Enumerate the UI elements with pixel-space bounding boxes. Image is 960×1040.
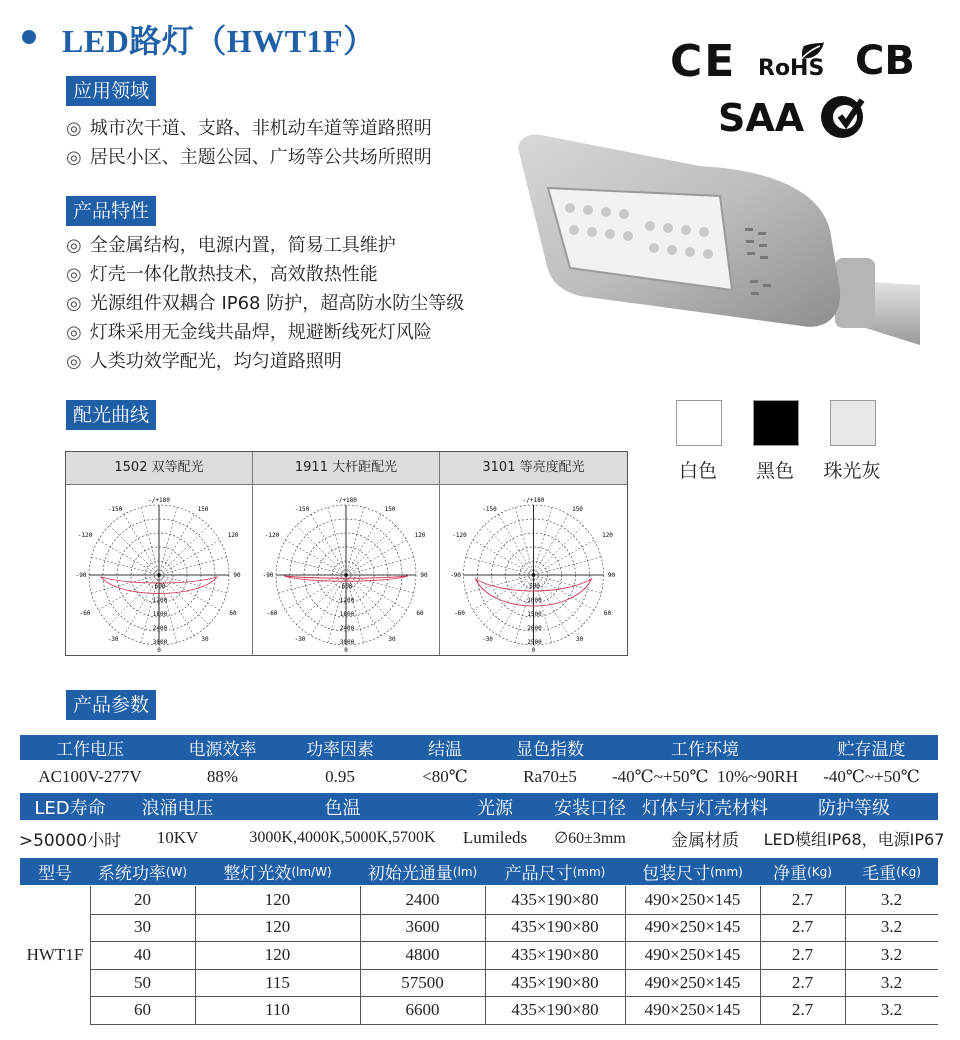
swatch-label-pearl-gray: 珠光灰	[823, 460, 881, 482]
table-cell: 490×250×145	[644, 917, 741, 937]
table-cell: 4800	[405, 944, 440, 964]
list-item: ◎ 全金属结构，电源内置，简易工具维护	[66, 235, 396, 256]
value-cell: Ra70±5	[523, 767, 577, 786]
bullet-icon: ◎	[66, 351, 82, 372]
header-cell: 毛重 (Kg)	[862, 864, 921, 884]
svg-text:0: 0	[531, 647, 536, 654]
table-cell: 50	[134, 972, 151, 992]
table-cell: 120	[264, 889, 291, 909]
header-cell: 工作电压	[56, 740, 124, 760]
header-cell: 包装尺寸 (mm)	[642, 864, 743, 884]
value-cell: -40℃~+50℃	[823, 767, 920, 786]
bullet-icon: ◎	[66, 322, 82, 343]
svg-text:-60: -60	[79, 610, 91, 617]
svg-text:1800: 1800	[152, 611, 168, 618]
diagram-title: 1502 双等配光	[66, 452, 253, 485]
svg-text:-30: -30	[107, 636, 119, 643]
table-row	[90, 996, 938, 1025]
bullet-icon: ◎	[66, 118, 82, 139]
table-cell: 435×190×80	[511, 944, 599, 964]
svg-text:60: 60	[229, 610, 237, 617]
svg-text:-120: -120	[77, 532, 93, 539]
header-cell: 电源效率	[188, 740, 257, 760]
table-cell: 435×190×80	[511, 917, 599, 937]
header-cell: 系统功率 (W)	[97, 864, 188, 884]
value-cell: ∅60±3mm	[554, 830, 626, 847]
table-cell: 120	[264, 944, 291, 964]
svg-text:-150: -150	[107, 506, 123, 513]
header-cell: 型号	[38, 864, 72, 884]
svg-text:-60: -60	[266, 610, 278, 617]
table-row	[90, 969, 938, 998]
table-cell: 2.7	[791, 917, 814, 937]
polar-chart	[66, 485, 252, 655]
section-application: 应用领域	[66, 76, 156, 106]
table-row	[90, 941, 938, 970]
header-cell: 色温	[324, 797, 361, 819]
list-item: ◎ 灯珠采用无金线共晶焊，规避断线死灯风险	[66, 322, 432, 343]
table-cell: 435×190×80	[511, 1000, 599, 1020]
bullet-icon: ◎	[66, 293, 82, 314]
value-cell: <80℃	[422, 767, 468, 786]
header-cell: LED寿命	[34, 797, 106, 819]
table-cell: 20	[134, 889, 151, 909]
page-title: LED路灯（HWT1F）	[62, 23, 376, 59]
header-cell: 初始光通量 (lm)	[367, 864, 478, 884]
table-row	[90, 914, 938, 943]
swatch-label-white: 白色	[678, 460, 717, 482]
svg-text:500: 500	[529, 583, 540, 590]
table-cell: 435×190×80	[511, 972, 599, 992]
polar-diagram-3101	[440, 485, 627, 655]
value-cell: Lumileds	[462, 828, 528, 847]
table-cell: 30	[134, 917, 151, 937]
svg-text:0: 0	[157, 647, 161, 654]
table-cell: 115	[265, 972, 290, 992]
swatch-black	[753, 400, 799, 446]
swatch-label-black: 黑色	[755, 460, 794, 482]
list-item: ◎ 光源组件双耦合 IP68 防护，超高防水防尘等级	[66, 293, 465, 314]
value-cell: 金属材质	[671, 830, 739, 851]
section-features: 产品特性	[66, 196, 156, 226]
feature-list	[66, 231, 464, 376]
table-cell: 2.7	[791, 944, 814, 964]
header-cell: 浪涌电压	[141, 797, 214, 819]
list-item: ◎ 城市次干道、支路、非机动车道等道路照明	[66, 118, 432, 139]
svg-text:30: 30	[388, 636, 396, 643]
value-cell: 10KV	[156, 828, 199, 847]
svg-text:3000: 3000	[152, 639, 168, 646]
model-cell: HWT1F	[26, 945, 84, 964]
ce-mark: CE	[670, 36, 737, 87]
table-cell: 3.2	[880, 917, 903, 937]
table-cell: 2.7	[791, 972, 814, 992]
svg-text:60: 60	[603, 610, 612, 617]
header-cell: 产品尺寸 (mm)	[504, 864, 606, 884]
header-cell: 功率因素	[306, 740, 374, 760]
rohs-mark	[758, 40, 832, 82]
svg-text:-/+180: -/+180	[335, 497, 357, 504]
spec-table-1-header	[20, 735, 938, 760]
title-bullet	[22, 30, 36, 44]
table-cell: 60	[134, 1000, 151, 1020]
diagram-title: 1911 大杆距配光	[253, 452, 440, 485]
svg-text:1200: 1200	[152, 597, 168, 604]
model-table-header	[20, 858, 938, 885]
header-cell: 安装口径	[554, 797, 626, 819]
header-cell: 显色指数	[516, 740, 584, 760]
table-cell: 110	[265, 1000, 290, 1020]
bullet-icon: ◎	[66, 235, 82, 256]
svg-text:90: 90	[607, 572, 616, 579]
svg-text:-60: -60	[454, 610, 465, 617]
table-cell: 3.2	[880, 972, 903, 992]
header-cell: 工作环境	[671, 740, 739, 760]
swatch-pearl-gray	[830, 400, 876, 446]
table-cell: 435×190×80	[511, 889, 599, 909]
svg-text:30: 30	[575, 636, 584, 643]
section-light-curve: 配光曲线	[66, 400, 156, 430]
bullet-icon: ◎	[66, 147, 82, 168]
street-lamp-icon	[510, 130, 925, 350]
polar-diagram-1502	[66, 485, 253, 655]
svg-text:2000: 2000	[527, 625, 542, 632]
svg-text:120: 120	[227, 532, 239, 539]
svg-text:150: 150	[197, 506, 209, 513]
value-cell: AC100V-277V	[38, 767, 142, 786]
table-cell: 3.2	[880, 1000, 903, 1020]
application-list	[66, 114, 432, 172]
header-cell: 灯体与灯壳材料	[642, 797, 768, 819]
svg-text:1200: 1200	[339, 597, 355, 604]
cb-mark: CB	[855, 38, 915, 84]
svg-text:30: 30	[201, 636, 209, 643]
polar-chart	[253, 485, 439, 655]
model-table-body	[20, 886, 938, 1024]
svg-text:3000: 3000	[339, 639, 355, 646]
header-cell: 结温	[428, 740, 462, 760]
header-cell: 净重 (Kg)	[773, 864, 832, 884]
svg-text:60: 60	[416, 610, 424, 617]
svg-text:600: 600	[341, 583, 353, 590]
table-cell: 6600	[405, 1000, 440, 1020]
svg-text:-120: -120	[452, 532, 467, 539]
svg-text:-30: -30	[482, 636, 493, 643]
table-cell: 3.2	[880, 889, 903, 909]
svg-text:1000: 1000	[527, 597, 542, 604]
svg-text:-120: -120	[264, 532, 280, 539]
svg-text:-150: -150	[294, 506, 310, 513]
header-cell: 整灯光效 (lm/W)	[223, 864, 332, 884]
value-cell: >50000小时	[18, 830, 122, 851]
section-params: 产品参数	[66, 690, 156, 720]
header-cell: 防护等级	[818, 797, 890, 819]
table-cell: 2.7	[791, 889, 814, 909]
table-cell: 490×250×145	[644, 889, 741, 909]
table-cell: 120	[264, 917, 291, 937]
table-cell: 490×250×145	[644, 1000, 741, 1020]
value-cell: LED模组IP68，电源IP67	[763, 829, 945, 849]
svg-text:2400: 2400	[152, 625, 168, 632]
table-cell: 3.2	[880, 944, 903, 964]
svg-text:-30: -30	[294, 636, 306, 643]
polar-chart	[440, 485, 627, 655]
svg-text:1500: 1500	[527, 611, 542, 618]
svg-text:120: 120	[414, 532, 426, 539]
swatch-white	[676, 400, 722, 446]
svg-text:-150: -150	[482, 506, 497, 513]
value-cell: 0.95	[325, 767, 355, 786]
bullet-icon: ◎	[66, 264, 82, 285]
product-image	[510, 130, 925, 350]
svg-text:0: 0	[344, 647, 348, 654]
light-distribution-diagrams	[65, 451, 628, 656]
table-cell: 2.7	[791, 1000, 814, 1020]
svg-text:600: 600	[154, 583, 166, 590]
table-cell: 490×250×145	[644, 972, 741, 992]
polar-diagram-1911	[253, 485, 440, 655]
svg-text:2500: 2500	[527, 639, 542, 646]
svg-text:90: 90	[420, 572, 428, 579]
svg-text:-90: -90	[75, 572, 87, 579]
svg-text:150: 150	[572, 506, 583, 513]
svg-text:-90: -90	[262, 572, 274, 579]
table-cell: 490×250×145	[644, 944, 741, 964]
list-item: ◎ 灯壳一体化散热技术，高效散热性能	[66, 264, 378, 285]
svg-text:120: 120	[602, 532, 613, 539]
list-item: ◎ 居民小区、主题公园、广场等公共场所照明	[66, 147, 432, 168]
svg-text:2400: 2400	[339, 625, 355, 632]
table-cell: 2400	[405, 889, 440, 909]
value-cell: 3000K,4000K,5000K,5700K	[249, 829, 436, 846]
table-cell: 3600	[405, 917, 440, 937]
value-cell: 88%	[206, 767, 239, 786]
spec-table-2-values	[18, 823, 945, 853]
table-cell: 40	[134, 944, 151, 964]
svg-text:-/+180: -/+180	[148, 497, 170, 504]
table-row	[90, 886, 938, 915]
saa-mark: SAA	[718, 96, 805, 140]
svg-text:150: 150	[384, 506, 396, 513]
header-cell: 贮存温度	[837, 740, 906, 760]
list-item: ◎ 人类功效学配光，均匀道路照明	[66, 351, 342, 372]
svg-text:90: 90	[233, 572, 241, 579]
svg-text:-90: -90	[450, 572, 461, 579]
table-cell: 57500	[401, 972, 444, 992]
svg-text:1800: 1800	[339, 611, 355, 618]
spec-table-1-values	[20, 762, 938, 792]
svg-text:-/+180: -/+180	[522, 497, 545, 504]
header-cell: 光源	[477, 797, 513, 819]
diagram-title: 3101 等亮度配光	[440, 452, 627, 485]
rohs-text: RoHS	[758, 56, 825, 81]
spec-table-2-header	[20, 793, 938, 820]
value-cell: -40℃~+50℃ 10%~90RH	[612, 767, 798, 786]
